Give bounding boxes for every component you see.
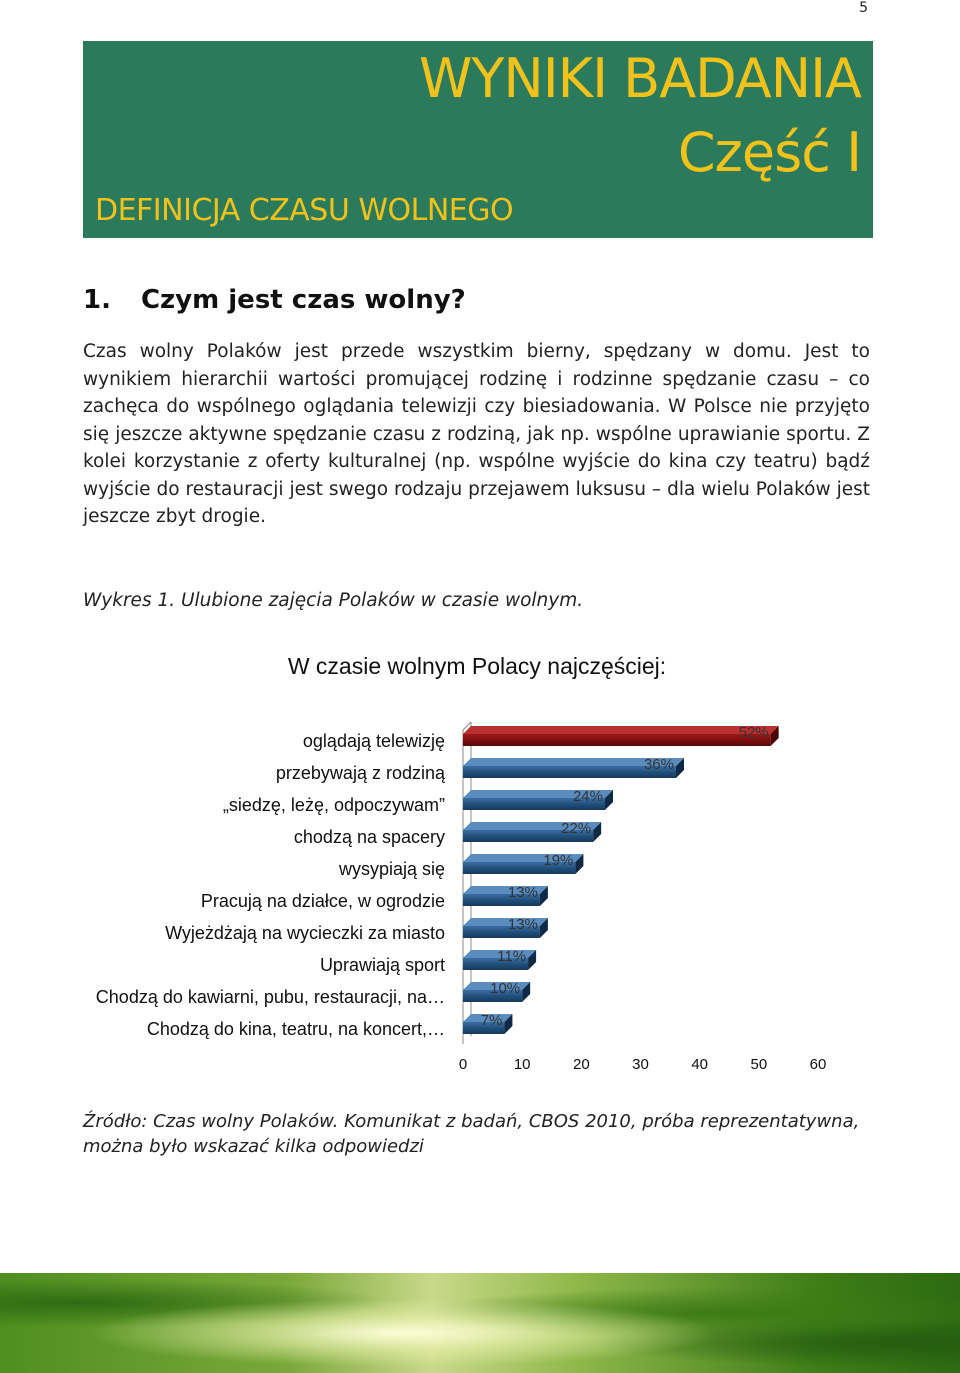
chart-x-tick-label: 30 [632,1056,649,1073]
chart-category-label: oglądają telewizję [302,731,445,751]
banner-title-line2: Część I [677,121,861,184]
chart-category-label: Wyjeżdżają na wycieczki za miasto [165,923,445,943]
source-note: Źródło: Czas wolny Polaków. Komunikat z badań, CBOS 2010, próba reprezentatywna, można było wskazać kilka odpowiedzi [83,1111,860,1157]
banner-subtitle: DEFINICJA CZASU WOLNEGO [95,193,514,228]
chart-data-label: 36% [643,756,674,773]
chart-title: W czasie wolnym Polacy najczęściej: [287,653,667,679]
chart-x-tick-label: 50 [750,1056,768,1073]
chart-category-label: „siedzę, leżę, odpoczywam” [222,795,445,815]
chart-x-tick-label: 10 [513,1056,531,1073]
chart-category-label: Chodzą do kina, teatru, na koncert,… [146,1019,445,1039]
chart-x-tick-label: 60 [809,1056,827,1073]
chart-category-label: chodzą na spacery [293,827,445,847]
chart-data-label: 19% [543,852,574,869]
chart-category-label: Uprawiają sport [319,955,445,975]
chart-category-label: wysypiają się [338,859,445,879]
chart-category-label: przebywają z rodziną [275,763,445,783]
chart-category-label: Chodzą do kawiarni, pubu, restauracji, na… [95,987,445,1007]
section-number: 1. [83,285,111,315]
chart-category-label: Pracują na działce, w ogrodzie [200,891,445,911]
chart-x-tick-label: 40 [691,1056,709,1073]
chart-bar [463,734,771,746]
chart-data-label: 52% [738,724,769,741]
chart-data-label: 11% [497,948,527,965]
page-number: 5 [859,0,868,16]
chart-data-label: 10% [490,980,521,997]
body-paragraph: Czas wolny Polaków jest przede wszystkim bierny, spędzany w domu. Jest to wynikiem hierarchii wartości promującej rodzinę i rodzinne spędzanie czasu – co zachęca do wspólnego oglądania telewizji czy biesiadowania. W Polsce nie przyjęto się jeszcze aktywne spędzanie czasu z rodziną, jak np. wspólne uprawianie sportu. Z kolei korzystanie z oferty kulturalnej (np. wspólne wyjście do kina czy teatru) bądź wyjście do restauracji jest swego rodzaju przejawem luksusu – dla wielu Polaków jest jeszcze zbyt drogie. [83,341,870,527]
figure-caption: Wykres 1. Ulubione zajęcia Polaków w czasie wolnym. [83,590,584,611]
chart-data-label: 22% [561,820,592,837]
chart-data-label: 13% [507,916,538,933]
chart-bar-top [463,726,779,734]
chart-x-tick-label: 20 [572,1056,590,1073]
chart-x-tick-label: 0 [458,1056,468,1073]
chart-data-label: 7% [480,1012,503,1029]
chart-data-label: 24% [572,788,603,805]
section-title: Czym jest czas wolny? [140,285,466,315]
nature-photo-strip [0,1273,960,1373]
chart-data-label: 13% [507,884,538,901]
banner-title-line1: WYNIKI BADANIA [418,47,861,110]
